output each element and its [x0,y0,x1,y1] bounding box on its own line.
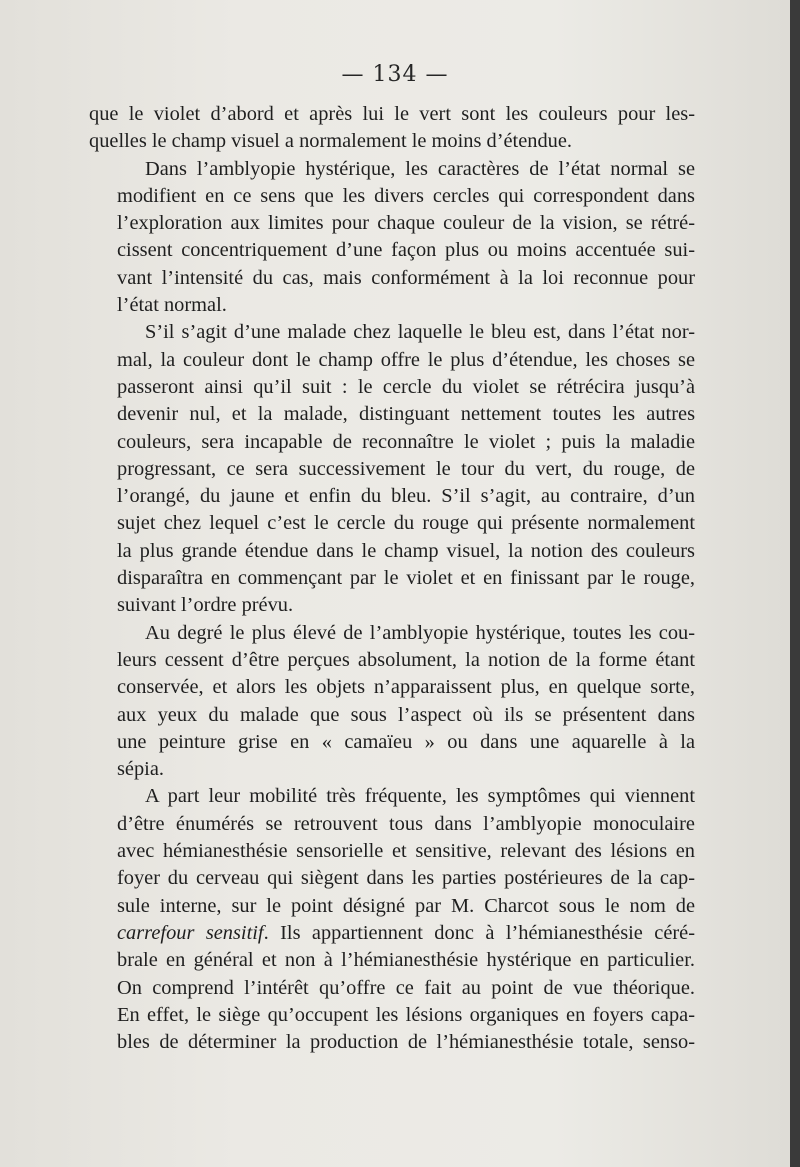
text-line: la plus grande étendue dans le champ visuel, la notion des couleurs [117,539,695,562]
text-line: quelles le champ visuel a normalement le moins d’étendue. [89,130,572,153]
text-line: cissent concentriquement d’une façon plus ou moins accentuée sui- [117,239,695,262]
text-line: avec hémianesthésie sensorielle et sensitive, relevant des lésions en [117,840,695,863]
paragraph [89,620,695,784]
text-line: sule interne, sur le point désigné par M. Charcot sous le nom de [117,894,695,917]
text-line: mal, la couleur dont le champ offre le plus d’étendue, les choses se [117,348,695,371]
text-line: sépia. [117,758,164,781]
text-line: que le violet d’abord et après lui le vert sont les couleurs pour les- [89,103,695,125]
text-line: d’être énumérés se retrouvent tous dans l’amblyopie monoculaire [117,812,695,835]
text-line: modifient en ce sens que les divers cercles qui correspondent dans [117,184,695,207]
text-line: disparaîtra en commençant par le violet et en finissant par le rouge, [117,567,695,590]
text-line: l’état normal. [117,294,227,317]
text-line: passeront ainsi qu’il suit : le cercle du violet se rétrécira jusqu’à [117,375,695,398]
paragraph [89,319,695,619]
paragraph [89,783,695,1056]
text-line: conservée, et alors les objets n’apparaissent plus, en quelque sorte, [117,676,695,699]
text-line: suivant l’ordre prévu. [117,594,294,617]
page-number: — 134 — [341,62,449,87]
paragraph [89,156,695,320]
text-line: sujet chez lequel c’est le cercle du rouge qui présente normalement [117,512,695,535]
text-line: S’il s’agit d’une malade chez laquelle le bleu est, dans l’état nor- [145,321,695,344]
text-line: Au degré le plus élevé de l’amblyopie hystérique, toutes les cou- [145,621,695,644]
text-line: une peinture grise en « camaïeu » ou dans une aquarelle à la [117,730,695,753]
text-line: Dans l’amblyopie hystérique, les caractères de l’état normal se [145,157,695,180]
text-line: l’orangé, du jaune et enfin du bleu. S’il s’agit, au contraire, d’un [117,485,695,508]
italic-term: carrefour sensitif [117,921,264,944]
text-line: brale en général et non à l’hémianesthésie hystérique en particulier. [117,949,695,972]
text-line: En effet, le siège qu’occupent les lésions organiques en foyers capa- [117,1003,695,1026]
text-line: On comprend l’intérêt qu’offre ce fait au point de vue théorique. [117,976,695,999]
text-line: vant l’intensité du cas, mais conformément à la loi reconnue pour [117,266,695,289]
text-line: bles de déterminer la production de l’hémianesthésie totale, senso- [117,1031,695,1054]
text-line: A part leur mobilité très fréquente, les symptômes qui viennent [145,785,695,808]
paragraph [89,101,695,156]
text-line: couleurs, sera incapable de reconnaître le violet ; puis la maladie [117,430,695,453]
body-text [89,101,695,1056]
text-line: carrefour sensitif. Ils appartiennent donc à l’hémianesthésie céré- [117,921,696,944]
text-line: leurs cessent d’être perçues absolument, la notion de la forme étant [117,648,695,671]
text-line: aux yeux du malade que sous l’aspect où ils se présentent dans [117,703,695,726]
text-line: l’exploration aux limites pour chaque couleur de la vision, se rétré- [117,212,695,235]
text-line: foyer du cerveau qui siègent dans les parties postérieures de la cap- [117,867,695,890]
text-line: devenir nul, et la malade, distinguant nettement toutes les autres [117,403,695,426]
text-line: progressant, ce sera successivement le tour du vert, du rouge, de [117,457,695,480]
